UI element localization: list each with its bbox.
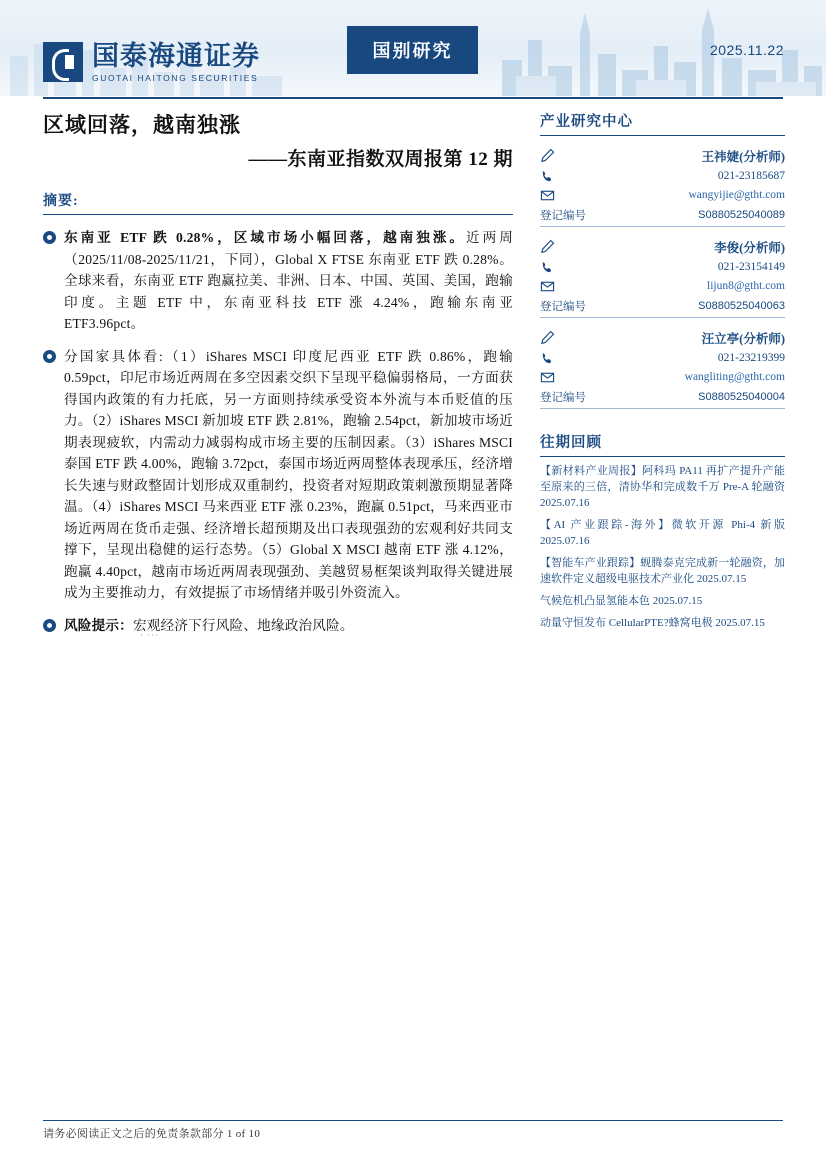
analyst-email-row bbox=[540, 186, 785, 205]
analyst-card bbox=[540, 148, 785, 227]
analyst-email[interactable]: lijun8@gtht.com bbox=[707, 280, 785, 292]
bullet-dot-icon bbox=[43, 619, 56, 632]
analyst-name: 汪立亭(分析师) bbox=[701, 332, 785, 346]
summary-label: 摘要: bbox=[43, 194, 79, 209]
bullet-body: 近两周（2025/11/08-2025/11/21，下同），Global X FTSE 东南亚 ETF 跌 0.28%。全球来看，东南亚 ETF 跑赢拉美、非洲、日本、中国、英国、美国，跑输印度。主题 ETF 中，东南亚科技 ETF 涨 4.24%，跑输东南亚 ETF3.96pct。 bbox=[64, 230, 513, 331]
summary-divider bbox=[43, 214, 513, 215]
sidebar-divider bbox=[540, 135, 785, 136]
bullet-dot-icon bbox=[43, 231, 56, 244]
history-item[interactable]: 气候危机凸显氢能本色 2025.07.15 bbox=[540, 595, 703, 607]
sidebar-title: 产业研究中心 bbox=[540, 114, 633, 130]
registration-number: S0880525040089 bbox=[698, 209, 785, 221]
analyst-phone[interactable]: 021-23185687 bbox=[717, 170, 785, 182]
registration-label: 登记编号 bbox=[540, 210, 586, 222]
registration-number: S0880525040063 bbox=[698, 300, 785, 312]
analyst-divider bbox=[540, 317, 785, 318]
analyst-email[interactable]: wangliting@gtht.com bbox=[684, 371, 785, 383]
sidebar bbox=[540, 110, 785, 631]
risk-lead: 风险提示： bbox=[64, 617, 133, 633]
history-item[interactable]: 【智能车产业跟踪】蚬腾泰克完成新一轮融资，加速软件定义超级电驱技术产业化 2025.07.15 bbox=[540, 557, 785, 585]
history-divider bbox=[540, 456, 785, 457]
pen-icon bbox=[540, 330, 555, 345]
mail-icon bbox=[540, 188, 555, 203]
bullet-paragraph bbox=[64, 615, 354, 637]
page-title: 区域回落，越南独涨 bbox=[43, 113, 241, 137]
analyst-name: 王祎婕(分析师) bbox=[701, 150, 785, 164]
analyst-registration-row bbox=[540, 298, 785, 314]
analyst-phone-row bbox=[540, 167, 785, 186]
footer-divider bbox=[43, 1120, 783, 1121]
analyst-phone[interactable]: 021-23154149 bbox=[717, 261, 785, 273]
registration-number: S0880525040004 bbox=[698, 391, 785, 403]
phone-icon bbox=[540, 351, 555, 366]
mail-icon bbox=[540, 370, 555, 385]
pen-icon bbox=[540, 148, 555, 163]
analyst-name: 李俊(分析师) bbox=[714, 241, 785, 255]
bullet-lead: 东南亚 ETF 跌 0.28%，区域市场小幅回落，越南独涨。 bbox=[64, 230, 467, 245]
analyst-name-row bbox=[540, 330, 785, 349]
analyst-divider bbox=[540, 408, 785, 409]
list-item bbox=[43, 346, 513, 604]
analyst-divider bbox=[540, 226, 785, 227]
analyst-registration-row bbox=[540, 207, 785, 223]
footer-disclaimer: 请务必阅读正文之后的免责条款部分 bbox=[43, 1128, 224, 1140]
history-item[interactable]: 【新材料产业周报】阿科玛 PA11 再扩产提升产能至原来的三倍，清协华和完成数千万 Pre-A 轮融资 2025.07.16 bbox=[540, 465, 785, 509]
company-logo bbox=[43, 42, 260, 83]
header-divider bbox=[43, 97, 783, 99]
header-band bbox=[0, 0, 826, 96]
registration-label: 登记编号 bbox=[540, 301, 586, 313]
phone-icon bbox=[540, 260, 555, 275]
bullet-body: 分国家具体看:（1）iShares MSCI 印度尼西亚 ETF 跌 0.86%，跑输 0.59pct，印尼市场近两周在多空因素交织下呈现平稳偏弱格局，一方面获得国内政策的有力托底，另一方面则持续承受资本外流与本币贬值的压力。（2）iShares MSCI 新加坡 ETF 跌 2.81%，跑输 2.54pct，新加坡市场近期表现疲软，内需动力减弱构成市场主要的压制因素。（3）iShares MSCI 泰国 ETF 跌 4.00%，跑输 3.72pct，泰国市场近两周整体表现承压，经济增长失速与财政整固计划形成双重制约，投资者对短期政策刺激预期显著降温。（4）iShares MSCI 马来西亚 ETF 涨 0.23%，跑赢 0.51pct，马来西亚市场近两周在货币走强、经济增长超预期及出口表现强劲的宏观利好共同支撑下，呈现出稳健的运行态势。（5）Global X MSCI 越南 ETF 涨 4.12%，跑赢 4.40pct，越南市场近两周表现强劲、美越贸易框架谈判取得关键进展成为主要推动力，有效提振了市场情绪并吸引外资流入。 bbox=[64, 348, 513, 600]
risk-body: 宏观经济下行风险、地缘政治风险。 bbox=[132, 617, 354, 633]
registration-label: 登记编号 bbox=[540, 392, 586, 404]
footer-page-number: 1 of 10 bbox=[226, 1128, 261, 1140]
footer bbox=[43, 1125, 260, 1141]
history-title: 往期回顾 bbox=[540, 435, 602, 451]
analyst-name-row bbox=[540, 239, 785, 258]
mail-icon bbox=[540, 279, 555, 294]
main-content bbox=[43, 110, 513, 647]
analyst-email[interactable]: wangyijie@gtht.com bbox=[688, 189, 785, 201]
analyst-card bbox=[540, 330, 785, 409]
analyst-phone-row bbox=[540, 349, 785, 368]
header-date: 2025.11.22 bbox=[709, 42, 784, 58]
page-artifact: · ··· bbox=[140, 630, 160, 640]
logo-text-en: GUOTAI HAITONG SECURITIES bbox=[92, 73, 259, 83]
analyst-card bbox=[540, 239, 785, 318]
history-item[interactable]: 动量守恒发布 CellularPTE?蜂窝电极 2025.07.15 bbox=[540, 617, 765, 629]
analyst-name-row bbox=[540, 148, 785, 167]
analyst-phone-row bbox=[540, 258, 785, 277]
logo-mark-icon bbox=[43, 42, 83, 82]
header-category-tag: 国别研究 bbox=[347, 26, 478, 74]
analyst-email-row bbox=[540, 368, 785, 387]
bullet-paragraph bbox=[64, 227, 513, 335]
logo-text-cn: 国泰海通证券 bbox=[92, 41, 260, 71]
history-item[interactable]: 【AI 产业跟踪-海外】微软开源 Phi-4 新版 2025.07.16 bbox=[540, 519, 785, 547]
analyst-email-row bbox=[540, 277, 785, 296]
page-subtitle: ——东南亚指数双周报第 12 期 bbox=[248, 149, 513, 170]
summary-bullets bbox=[43, 227, 513, 636]
list-item bbox=[43, 615, 513, 637]
bullet-paragraph bbox=[64, 346, 513, 604]
analyst-phone[interactable]: 021-23219399 bbox=[717, 352, 785, 364]
list-item bbox=[43, 227, 513, 335]
bullet-dot-icon bbox=[43, 350, 56, 363]
phone-icon bbox=[540, 169, 555, 184]
analyst-registration-row bbox=[540, 389, 785, 405]
pen-icon bbox=[540, 239, 555, 254]
